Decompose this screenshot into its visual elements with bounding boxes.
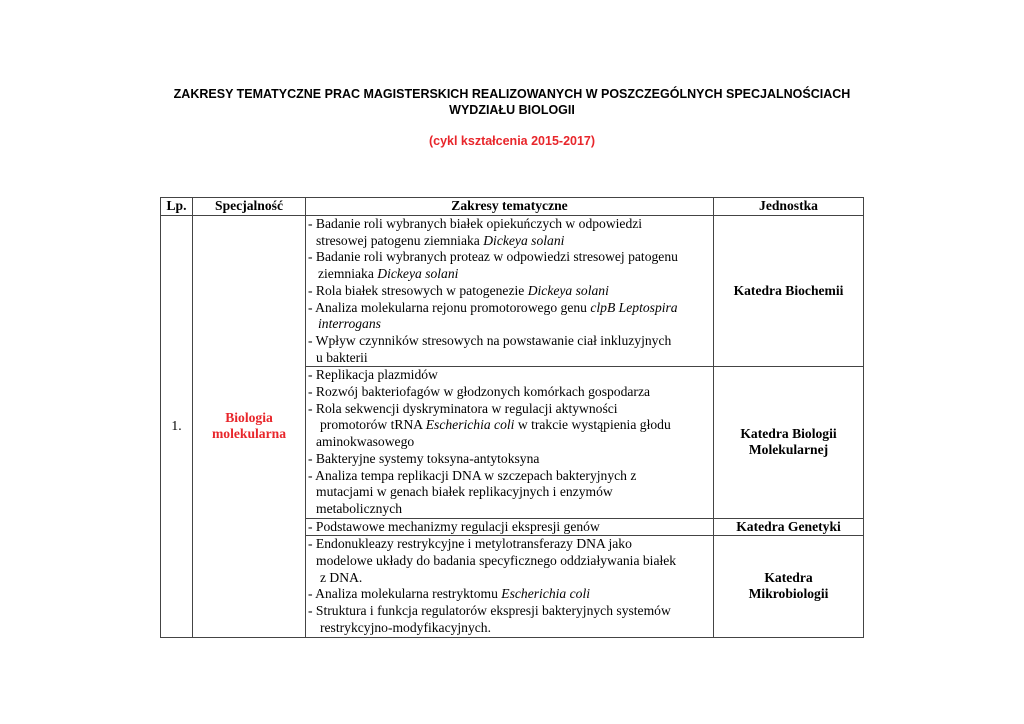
- topic-line: [308, 249, 711, 266]
- topic-line: [308, 283, 711, 300]
- topic-text: - Replikacja plazmidów: [308, 367, 438, 383]
- topic-line: [308, 570, 711, 587]
- topic-line: [308, 536, 711, 553]
- topic-item: [308, 451, 711, 468]
- topic-line: [308, 451, 711, 468]
- topic-line: [308, 586, 711, 603]
- topic-text: - Endonukleazy restrykcyjne i metylotransferazy DNA jako: [308, 536, 632, 552]
- topic-line: [308, 519, 711, 536]
- topic-text: - Analiza tempa replikacji DNA w szczepach bakteryjnych z: [308, 467, 637, 483]
- topic-item: [308, 536, 711, 586]
- document-title: ZAKRESY TEMATYCZNE PRAC MAGISTERSKICH REALIZOWANYCH W POSZCZEGÓLNYCH SPECJALNOŚCIACH: [173, 87, 851, 101]
- unit-name-line: Katedra Biologii: [740, 425, 837, 441]
- topic-text: w trakcie wystąpienia głodu: [514, 417, 671, 433]
- topic-line: [308, 468, 711, 485]
- topic-text: - Badanie roli wybranych białek opiekuńczych w odpowiedzi: [308, 216, 643, 231]
- unit-name-line: Katedra: [764, 569, 813, 585]
- topic-text: promotorów tRNA: [320, 417, 426, 433]
- topic-text: stresowej patogenu ziemniaka: [316, 232, 484, 248]
- topics-cell: [306, 367, 714, 518]
- topic-item: [308, 384, 711, 401]
- unit-cell: [714, 536, 864, 637]
- topic-item: [308, 603, 711, 636]
- topic-line: [308, 401, 711, 418]
- unit-name-line: Katedra Biochemii: [733, 282, 844, 298]
- specialty-line: molekularna: [211, 426, 286, 442]
- column-header-specialty: Specjalność: [193, 198, 306, 216]
- topic-item: [308, 468, 711, 518]
- document-title-faculty: WYDZIAŁU BIOLOGII: [449, 103, 575, 117]
- topic-line: [308, 384, 711, 401]
- topic-line: [308, 216, 711, 233]
- topic-line: [308, 367, 711, 384]
- topic-line: [308, 620, 711, 637]
- topic-text: mutacjami w genach białek replikacyjnych i enzymów: [316, 484, 613, 500]
- topics-cell: [306, 216, 714, 367]
- topic-item: [308, 283, 711, 300]
- topics-cell: [306, 518, 714, 536]
- topic-item: [308, 249, 711, 282]
- unit-cell: [714, 216, 864, 367]
- topic-text: - Bakteryjne systemy toksyna-antytoksyna: [308, 450, 540, 466]
- topic-line: [308, 501, 711, 518]
- topic-text: z DNA.: [320, 569, 363, 585]
- species-name: Dickeya solani: [483, 232, 565, 248]
- specialty-name: [193, 216, 306, 638]
- education-cycle: (cykl kształcenia 2015-2017): [428, 134, 596, 148]
- topic-text: - Rozwój bakteriofagów w głodzonych komórkach gospodarza: [308, 384, 651, 400]
- topic-text: - Analiza molekularna rejonu promotorowego genu: [308, 299, 591, 315]
- topic-line: [308, 333, 711, 350]
- topic-text: u bakterii: [316, 349, 368, 365]
- table-body: [161, 216, 864, 638]
- row-number: 1.: [161, 216, 193, 638]
- topic-text: aminokwasowego: [316, 434, 415, 450]
- topic-text: - Wpływ czynników stresowych na powstawanie ciał inkluzyjnych: [308, 332, 672, 348]
- unit-name-line: Katedra Genetyki: [736, 518, 841, 534]
- topic-line: [308, 484, 711, 501]
- topic-line: [308, 316, 711, 333]
- species-name: Dickeya solani: [527, 282, 609, 298]
- topic-text: modelowe układy do badania specyficznego oddziaływania białek: [316, 553, 677, 569]
- specialty-line: Biologia: [225, 409, 273, 425]
- topics-cell: [306, 536, 714, 637]
- column-header-lp: Lp.: [161, 198, 193, 216]
- topic-item: [308, 300, 711, 333]
- unit-cell: [714, 518, 864, 536]
- species-name: Escherichia coli: [501, 586, 590, 602]
- topic-text: restrykcyjno-modyfikacyjnych.: [320, 619, 492, 635]
- topic-text: - Badanie roli wybranych proteaz w odpowiedzi stresowej patogenu: [308, 249, 678, 265]
- species-name: Escherichia coli: [425, 417, 515, 433]
- topic-item: [308, 401, 711, 451]
- topics-table: [160, 197, 864, 638]
- topic-line: [308, 350, 711, 367]
- unit-cell: [714, 367, 864, 518]
- topic-text: ziemniaka: [318, 266, 378, 282]
- topic-item: [308, 216, 711, 249]
- topic-text: - Rola białek stresowych w patogenezie: [308, 282, 528, 298]
- table-header-row: [161, 198, 864, 216]
- unit-name-line: Mikrobiologii: [748, 586, 829, 602]
- topic-item: [308, 519, 711, 536]
- topic-line: [308, 434, 711, 451]
- topic-line: [308, 233, 711, 250]
- topic-text: - Podstawowe mechanizmy regulacji ekspresji genów: [308, 518, 600, 534]
- topic-line: [308, 266, 711, 283]
- species-name: clpB Leptospira: [590, 299, 678, 315]
- topic-text: - Rola sekwencji dyskryminatora w regulacji aktywności: [308, 400, 618, 416]
- topic-item: [308, 333, 711, 366]
- topic-item: [308, 367, 711, 384]
- topic-line: [308, 553, 711, 570]
- topic-line: [308, 417, 711, 434]
- topic-line: [308, 603, 711, 620]
- table-row: [161, 216, 864, 367]
- species-name: interrogans: [318, 316, 381, 332]
- unit-name-line: Molekularnej: [748, 442, 829, 458]
- topic-text: - Analiza molekularna restryktomu: [308, 586, 502, 602]
- column-header-unit: Jednostka: [714, 198, 864, 216]
- column-header-topics: Zakresy tematyczne: [306, 198, 714, 216]
- species-name: Dickeya solani: [377, 266, 459, 282]
- topic-line: [308, 300, 711, 317]
- topic-text: metabolicznych: [316, 500, 403, 516]
- topic-item: [308, 586, 711, 603]
- topic-text: - Struktura i funkcja regulatorów ekspresji bakteryjnych systemów: [308, 603, 671, 619]
